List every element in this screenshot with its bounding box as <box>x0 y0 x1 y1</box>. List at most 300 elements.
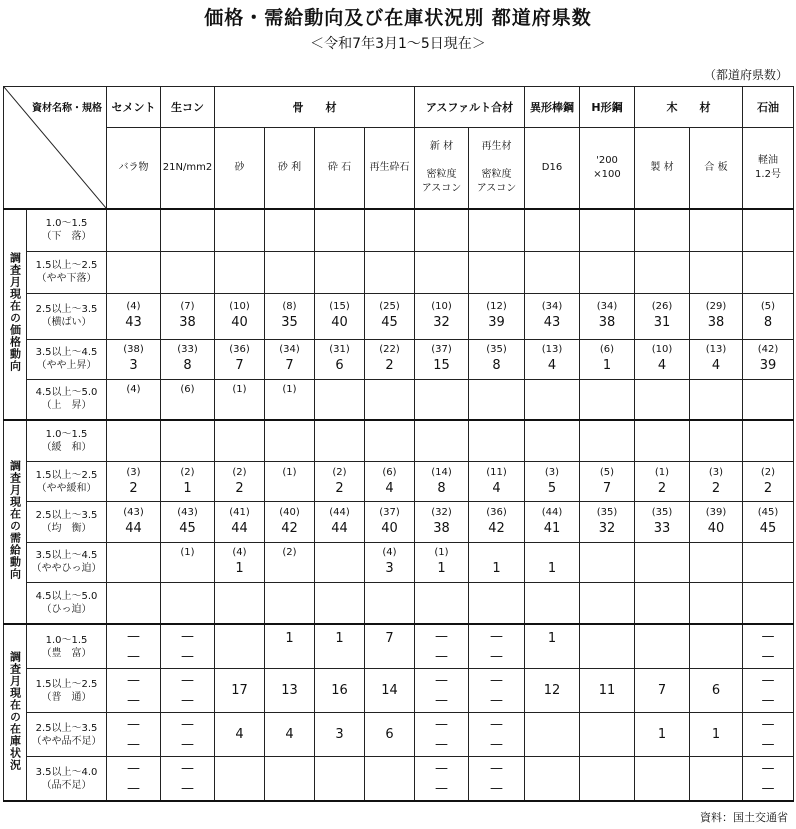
row-label-text: 3.5以上～4.5 <box>35 347 98 359</box>
current-value <box>265 560 314 578</box>
stock-count: 16 <box>331 683 348 699</box>
previous-value: (3) <box>708 466 724 478</box>
data-cell <box>161 757 215 801</box>
data-cell <box>635 251 690 293</box>
data-cell <box>415 462 469 502</box>
not-applicable-mark: — — <box>435 672 448 708</box>
data-cell <box>161 502 215 542</box>
current-value: 31 <box>653 315 671 331</box>
not-applicable-mark: — — <box>435 628 448 664</box>
current-value <box>161 560 214 578</box>
table-row <box>4 624 794 668</box>
spec-text: バラ物 <box>118 162 149 173</box>
stock-count: 6 <box>711 683 721 699</box>
spec-cell <box>743 128 794 210</box>
data-cell <box>635 713 690 757</box>
data-cell <box>743 542 794 582</box>
not-applicable-mark: — — <box>761 628 775 664</box>
previous-value: (7) <box>180 301 195 313</box>
previous-value: (10) <box>229 301 250 313</box>
data-cell <box>469 380 525 420</box>
data-cell <box>743 624 794 668</box>
previous-value: (4) <box>232 547 247 559</box>
previous-value: (36) <box>486 507 507 518</box>
current-value: 2 <box>385 358 394 374</box>
current-value: 42 <box>488 521 505 536</box>
data-cell <box>265 624 315 668</box>
data-cell <box>365 668 415 712</box>
current-value: 38 <box>179 315 196 331</box>
data-cell <box>265 420 315 462</box>
data-cell <box>315 251 365 293</box>
data-cell <box>580 757 635 801</box>
data-cell <box>161 293 215 339</box>
data-cell <box>365 251 415 293</box>
spec-text: 密粒度 <box>426 169 457 180</box>
current-value: 41 <box>543 521 561 536</box>
current-value: 43 <box>125 315 142 331</box>
data-cell <box>743 420 794 462</box>
row-label-text: （横ばい） <box>41 317 92 329</box>
previous-value: (1) <box>232 384 247 396</box>
data-cell <box>315 462 365 502</box>
spec-cell <box>580 128 635 210</box>
data-cell <box>265 293 315 339</box>
data-cell <box>469 420 525 462</box>
current-value: 32 <box>433 315 450 331</box>
spec-cell <box>415 128 469 210</box>
row-label-text: 2.5以上～3.5 <box>35 722 98 734</box>
data-cell <box>315 380 365 420</box>
data-cell <box>215 209 265 251</box>
data-cell <box>580 542 635 582</box>
stock-count: 6 <box>385 727 394 743</box>
data-cell <box>215 713 265 757</box>
corner-cell <box>4 87 107 210</box>
current-value <box>107 397 160 415</box>
current-value: 8 <box>492 358 501 374</box>
table-row <box>4 420 794 462</box>
data-cell <box>635 502 690 542</box>
previous-value: (2) <box>282 547 297 559</box>
stock-count: 12 <box>543 683 561 699</box>
data-cell <box>469 668 525 712</box>
row-label-text: 2.5以上～3.5 <box>35 304 98 316</box>
data-cell <box>265 380 315 420</box>
previous-value: (34) <box>596 301 618 313</box>
previous-value: (2) <box>760 466 776 478</box>
data-cell <box>107 462 161 502</box>
previous-value: (2) <box>180 466 195 478</box>
previous-value: (6) <box>180 384 195 396</box>
data-cell <box>215 668 265 712</box>
row-label-text: 4.5以上～5.0 <box>35 387 98 399</box>
previous-value: (1) <box>654 466 670 478</box>
data-cell <box>315 420 365 462</box>
previous-value: (29) <box>705 301 727 313</box>
data-cell <box>743 757 794 801</box>
previous-value: (4) <box>126 301 141 313</box>
data-cell <box>690 420 743 462</box>
previous-value: (34) <box>279 344 300 356</box>
current-value: 8 <box>437 480 446 496</box>
data-cell <box>415 582 469 624</box>
row-label <box>27 293 107 339</box>
category-cell <box>4 624 27 801</box>
data-cell <box>525 251 580 293</box>
previous-value: (22) <box>379 344 400 356</box>
data-cell <box>161 462 215 502</box>
data-cell <box>635 624 690 668</box>
stock-count: 1 <box>547 631 557 647</box>
row-label <box>27 542 107 582</box>
row-label-text: （やや品不足） <box>31 735 102 747</box>
row-label <box>27 713 107 757</box>
data-cell <box>635 542 690 582</box>
data-cell <box>161 624 215 668</box>
group-oil: 石油 <box>743 87 794 128</box>
data-cell <box>469 542 525 582</box>
data-cell <box>635 462 690 502</box>
data-cell <box>265 582 315 624</box>
data-cell <box>415 624 469 668</box>
data-cell <box>635 339 690 379</box>
current-value: 44 <box>331 521 348 536</box>
table-row <box>4 380 794 420</box>
group-h-beam: H形鋼 <box>580 87 635 128</box>
row-label-text: （普 通） <box>41 691 92 703</box>
previous-value: (6) <box>599 344 615 356</box>
not-applicable-mark: — — <box>761 672 775 708</box>
data-cell <box>315 542 365 582</box>
data-cell <box>580 668 635 712</box>
current-value: 7 <box>602 480 612 496</box>
data-cell <box>215 582 265 624</box>
data-cell <box>690 582 743 624</box>
data-cell <box>415 668 469 712</box>
row-label-text: 1.0～1.5 <box>45 428 88 440</box>
spec-cell <box>215 128 265 210</box>
data-cell <box>580 502 635 542</box>
category-label: 調査月現在の需給動向 <box>8 460 22 580</box>
previous-value: (5) <box>599 466 615 478</box>
group-timber: 木 材 <box>635 87 743 128</box>
spec-text: 砕 石 <box>327 162 352 173</box>
stock-count: 7 <box>657 683 667 699</box>
table-row <box>4 757 794 801</box>
group-asphalt: アスファルト合材 <box>415 87 525 128</box>
table-row <box>4 542 794 582</box>
row-label-text: （均 衡） <box>41 523 92 534</box>
previous-value: (14) <box>431 466 452 478</box>
data-table <box>3 86 794 802</box>
previous-value: (34) <box>541 301 563 313</box>
data-cell <box>415 380 469 420</box>
data-cell <box>161 209 215 251</box>
row-label-text: （緩 和） <box>41 441 92 453</box>
table-row <box>4 209 794 251</box>
row-label <box>27 209 107 251</box>
data-cell <box>265 668 315 712</box>
data-cell <box>215 251 265 293</box>
data-cell <box>215 380 265 420</box>
previous-value: (42) <box>757 344 779 356</box>
row-label <box>27 462 107 502</box>
row-label <box>27 624 107 668</box>
current-value: 3 <box>385 561 394 577</box>
current-value: 45 <box>759 521 777 536</box>
data-cell <box>743 209 794 251</box>
data-cell <box>415 502 469 542</box>
data-cell <box>107 757 161 801</box>
data-cell <box>635 420 690 462</box>
current-value: 1 <box>235 561 244 577</box>
table-row <box>4 582 794 624</box>
row-label-text: 1.5以上～2.5 <box>35 678 98 690</box>
data-cell <box>743 293 794 339</box>
spec-cell <box>265 128 315 210</box>
data-cell <box>469 293 525 339</box>
data-cell <box>580 293 635 339</box>
row-label-text: 1.5以上～2.5 <box>35 469 98 481</box>
data-cell <box>265 713 315 757</box>
data-cell <box>215 757 265 801</box>
data-cell <box>365 502 415 542</box>
data-cell <box>415 757 469 801</box>
data-cell <box>415 251 469 293</box>
not-applicable-mark: — — <box>181 716 194 752</box>
table-row <box>4 713 794 757</box>
current-value: 44 <box>231 521 248 536</box>
data-cell <box>161 420 215 462</box>
stock-count: 1 <box>285 631 294 647</box>
data-cell <box>315 713 365 757</box>
spec-text: 製 材 <box>650 162 674 173</box>
data-cell <box>315 339 365 379</box>
spec-text: 再生材 <box>481 141 512 152</box>
category-label: 調査月現在の価格動向 <box>8 252 22 373</box>
row-label-text: （豊 富） <box>41 647 92 659</box>
stock-count: 17 <box>231 683 248 699</box>
data-cell <box>690 251 743 293</box>
not-applicable-mark: — — <box>435 760 448 796</box>
previous-value: (3) <box>126 466 141 478</box>
data-cell <box>365 582 415 624</box>
category-label: 調査月現在の在庫状況 <box>8 650 22 771</box>
current-value: 40 <box>707 521 725 536</box>
data-cell <box>469 251 525 293</box>
data-cell <box>107 624 161 668</box>
data-cell <box>365 462 415 502</box>
previous-value: (1) <box>180 547 195 559</box>
not-applicable-mark: — — <box>127 760 140 796</box>
data-cell <box>107 502 161 542</box>
group-ready-mix: 生コン <box>161 87 215 128</box>
page-subtitle: ＜令和7年3月1～5日現在＞ <box>310 36 486 52</box>
data-cell <box>690 502 743 542</box>
row-label-text: 3.5以上～4.5 <box>35 550 98 562</box>
spec-cell <box>161 128 215 210</box>
data-cell <box>265 462 315 502</box>
data-cell <box>161 251 215 293</box>
previous-value: (10) <box>651 344 673 356</box>
data-cell <box>743 668 794 712</box>
previous-value: (25) <box>379 301 400 313</box>
data-cell <box>415 339 469 379</box>
data-cell <box>161 380 215 420</box>
table-row <box>4 462 794 502</box>
data-cell <box>365 420 415 462</box>
stock-count: 3 <box>335 727 344 743</box>
data-cell <box>525 502 580 542</box>
data-cell <box>635 757 690 801</box>
current-value: 45 <box>179 521 196 536</box>
spec-text: 砂 利 <box>277 162 302 173</box>
current-value: 39 <box>759 358 777 374</box>
spec-cell <box>635 128 690 210</box>
spec-text: アスコン <box>476 183 517 194</box>
previous-value: (37) <box>379 507 400 518</box>
spec-text: アスコン <box>421 183 462 194</box>
previous-value: (32) <box>431 507 452 518</box>
previous-value: (40) <box>279 507 300 518</box>
row-label <box>27 251 107 293</box>
current-value: 2 <box>129 480 138 496</box>
current-value: 44 <box>125 521 142 536</box>
spec-cell <box>690 128 743 210</box>
data-cell <box>161 668 215 712</box>
current-value: 1 <box>602 358 612 374</box>
row-label <box>27 582 107 624</box>
current-value: 39 <box>488 315 505 331</box>
data-cell <box>265 251 315 293</box>
category-cell <box>4 420 27 625</box>
data-cell <box>107 209 161 251</box>
current-value: 4 <box>492 480 501 496</box>
data-cell <box>161 582 215 624</box>
previous-value: (38) <box>123 344 144 356</box>
current-value: 38 <box>433 521 450 536</box>
stock-count: 11 <box>598 683 616 699</box>
current-value: 40 <box>331 315 348 331</box>
previous-value: (33) <box>177 344 198 356</box>
previous-value: (39) <box>705 507 727 518</box>
data-cell <box>107 582 161 624</box>
data-cell <box>690 668 743 712</box>
current-value: 2 <box>711 480 721 496</box>
row-label-text: 4.5以上～5.0 <box>35 591 98 602</box>
previous-value: (41) <box>229 507 250 518</box>
data-cell <box>469 462 525 502</box>
spec-text: 1.2号 <box>755 169 781 180</box>
previous-value: (15) <box>329 301 350 313</box>
table-row <box>4 293 794 339</box>
current-value: 38 <box>707 315 725 331</box>
data-cell <box>215 462 265 502</box>
data-cell <box>365 624 415 668</box>
data-cell <box>107 668 161 712</box>
spec-text: D16 <box>541 162 563 173</box>
data-cell <box>107 420 161 462</box>
data-cell <box>315 624 365 668</box>
group-rebar: 異形棒鋼 <box>525 87 580 128</box>
data-cell <box>365 209 415 251</box>
data-cell <box>365 542 415 582</box>
spec-text <box>415 154 468 168</box>
stock-count: 1 <box>711 727 721 743</box>
data-cell <box>743 582 794 624</box>
previous-value <box>525 546 579 560</box>
data-cell <box>365 293 415 339</box>
data-cell <box>107 251 161 293</box>
data-cell <box>265 542 315 582</box>
current-value: 35 <box>281 315 298 331</box>
current-value: 4 <box>385 480 394 496</box>
data-cell <box>690 542 743 582</box>
data-cell <box>315 582 365 624</box>
previous-value: (13) <box>541 344 563 356</box>
row-label-text: 1.0～1.5 <box>45 218 88 230</box>
data-cell <box>415 542 469 582</box>
data-cell <box>525 339 580 379</box>
current-value: 1 <box>183 480 192 496</box>
row-label <box>27 339 107 379</box>
previous-value: (43) <box>123 507 144 518</box>
current-value: 7 <box>235 358 244 374</box>
current-value <box>265 480 314 498</box>
spec-cell <box>315 128 365 210</box>
data-cell <box>743 462 794 502</box>
previous-value: (37) <box>431 344 452 356</box>
data-cell <box>107 542 161 582</box>
spec-cell <box>365 128 415 210</box>
previous-value: (10) <box>431 301 452 313</box>
current-value: 40 <box>231 315 248 331</box>
previous-value: (45) <box>757 507 779 518</box>
row-label-text: 2.5以上～3.5 <box>35 510 98 521</box>
corner-label: 資材名称・規格 <box>32 103 102 114</box>
spec-cell <box>525 128 580 210</box>
spec-text: '200 <box>596 155 618 166</box>
row-label-text: （やや緩和） <box>36 482 97 494</box>
previous-value: (36) <box>229 344 250 356</box>
data-cell <box>469 757 525 801</box>
spec-cell <box>107 128 161 210</box>
previous-value: (8) <box>282 301 297 313</box>
data-cell <box>525 582 580 624</box>
current-value <box>161 397 214 415</box>
data-cell <box>215 293 265 339</box>
data-cell <box>743 380 794 420</box>
data-cell <box>580 582 635 624</box>
current-value: 4 <box>657 358 667 374</box>
row-label <box>27 420 107 462</box>
data-cell <box>365 380 415 420</box>
previous-value: (35) <box>651 507 673 518</box>
data-cell <box>215 339 265 379</box>
previous-value: (4) <box>126 384 141 396</box>
data-cell <box>469 713 525 757</box>
data-cell <box>743 502 794 542</box>
row-label <box>27 668 107 712</box>
previous-value: (4) <box>382 547 397 559</box>
data-cell <box>525 462 580 502</box>
row-label-text: 1.0～1.5 <box>45 634 88 646</box>
data-cell <box>161 713 215 757</box>
data-cell <box>743 251 794 293</box>
data-cell <box>265 502 315 542</box>
not-applicable-mark: — — <box>490 672 503 708</box>
